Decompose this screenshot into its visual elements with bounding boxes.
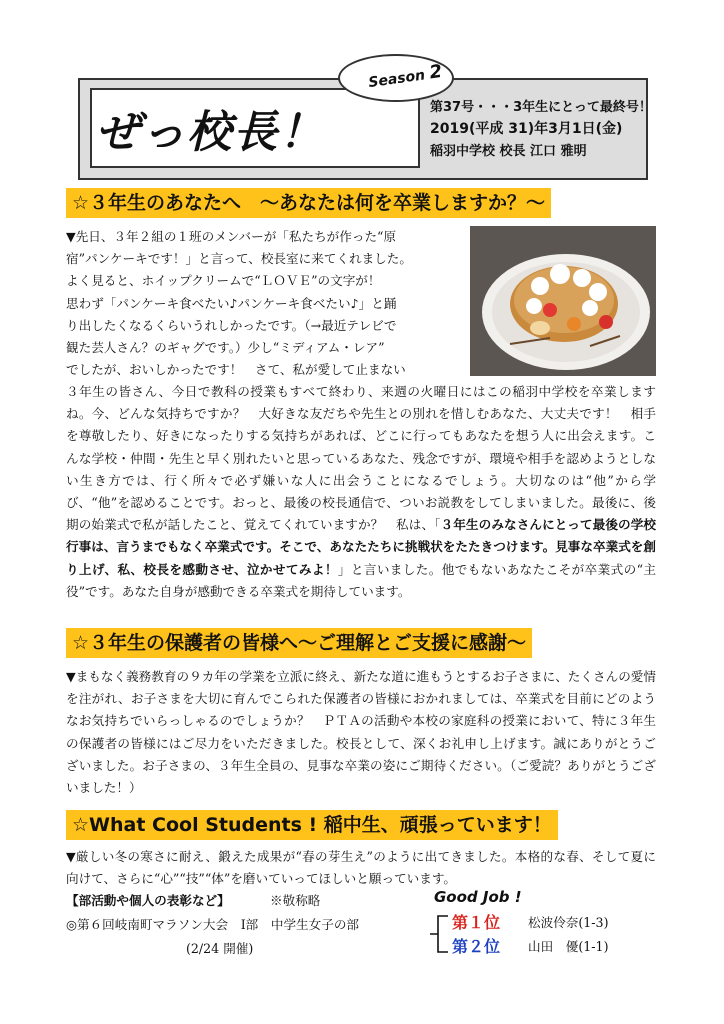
intro-line: よく見ると、ホイップクリームで“ＬＯＶＥ”の文字が！ (66, 273, 381, 289)
section1-body (66, 381, 656, 603)
good-job-label: Good Job ! (434, 888, 522, 906)
intro-line: でしたが、おいしかったです！ さて、私が愛して止まない (66, 362, 406, 378)
author-line: 稲羽中学校 校長 江口 雅明 (430, 144, 587, 159)
section3-body (66, 846, 656, 890)
issue-line: 第37号・・・3年生にとって最終号！ (430, 100, 652, 115)
section1-intro (66, 226, 464, 381)
emphasis-text: ３年生のみなさんにとって最後の学校行事は、言うまでもなく卒業式です。そこで、あなたたちに挑戦状をたたきつけます。見事な卒業式を創り上げ、私、校長を感動させ、泣かせてみよ！ (66, 517, 657, 577)
season-bubble (338, 54, 454, 102)
results-bracket (428, 912, 450, 956)
winner-second: 山田 優(1-1) (528, 939, 609, 954)
intro-line: 宿”パンケーキです！」と言って、校長室に来てくれました。 (66, 251, 412, 267)
intro-line: ▼先日、３年２組の１班のメンバーが「私たちが作った“原 (66, 229, 397, 244)
intro-line: 観た芸人さん？のギャグです。）少し“ミディアム・レア” (66, 340, 385, 356)
rank-second: 第２位 (452, 937, 501, 956)
section3-heading: ☆What Cool Students ! 稲中生、頑張っています！ (66, 810, 558, 840)
event-name: ◎第６回岐南町マラソン大会 Ⅰ部 中学生女子の部 (66, 917, 360, 932)
closing-text: 」と言いました。他でもないあなたこそが卒業式の“主役”です。あなた自身が感動できる卒業式を期待しています。 (66, 561, 656, 599)
season-number: 2 (428, 60, 444, 84)
rank-first: 第１位 (452, 913, 501, 932)
section3-text: ▼厳しい冬の寒さに耐え、鍛えた成果が“春の芽生え”のように出てきました。本格的な春、そして夏に向けて、さらに“心”“技”“体”を磨いていってほしいと願っています。 (66, 849, 656, 887)
body-text: ３年生の皆さん、今日で教科の授業もすべて終わり、来週の火曜日にはこの稲羽中学校を卒業しますね。今、どんな気持ちですか？ 大好きな友だちや先生との別れを惜しむあなた、大丈夫です！ 相手を尊敬したり、好きになったりする気持ちがあれば、どこに行ってもあなたを想う人に出会えます。こんな学校・仲間・先生と早く別れたいと思っているあなた、残念ですが、環境や相手を認めようとしない生き方では、行く所々で必ず嫌いな人に出会うことになるでしょう。大切なのは“他”から学び、“他”を認めることです。おっと、最後の校長通信で、ついお説教をしてしまいました。最後に、後期の始業式で私が話したこと、覚えてくれていますか？ 私は、「 (66, 384, 656, 533)
intro-line: り出したくなるくらいうれしかったです。（→最近テレビで (66, 317, 397, 333)
event-date: (2/24 開催) (186, 941, 254, 956)
awards-subhead: 【部活動や個人の表彰など】 (66, 893, 230, 908)
section2-text: ▼まもなく義務教育の９カ年の学業を立派に終え、新たな道に進もうとするお子さまに、たくさんの愛情を注がれ、お子さまを大切に育んでこられた保護者の皆様におかれましては、卒業式を目前にどのようなお気持ちでいらっしゃるのでしょうか？ ＰＴＡの活動や本校の家庭科の授業において、特に３年生の保護者の皆様にはご尽力をいただきました。校長として、深くお礼申し上げます。誠にありがとうございました。お子さまの、３年生全員の、見事な卒業の姿にご期待ください。（ご愛読？ありがとうございました！） (66, 669, 656, 796)
winner-first: 松波伶奈(1-3) (528, 915, 609, 930)
section2-body (66, 666, 656, 799)
season-label: Season (367, 67, 427, 92)
newsletter-title: ぜっ校長！ (96, 107, 326, 158)
honorific-note: ※敬称略 (270, 893, 321, 908)
date-line: 2019(平成 31)年3月1日(金) (430, 121, 623, 137)
section2-heading: ☆３年生の保護者の皆様へ～ご理解とご支援に感謝～ (66, 628, 532, 658)
intro-line: 思わず「パンケーキ食べたい♪パンケーキ食べたい♪」と踊 (66, 295, 397, 311)
pancake-photo (470, 226, 656, 376)
section1-heading: ☆３年生のあなたへ ～あなたは何を卒業しますか？～ (66, 188, 551, 218)
